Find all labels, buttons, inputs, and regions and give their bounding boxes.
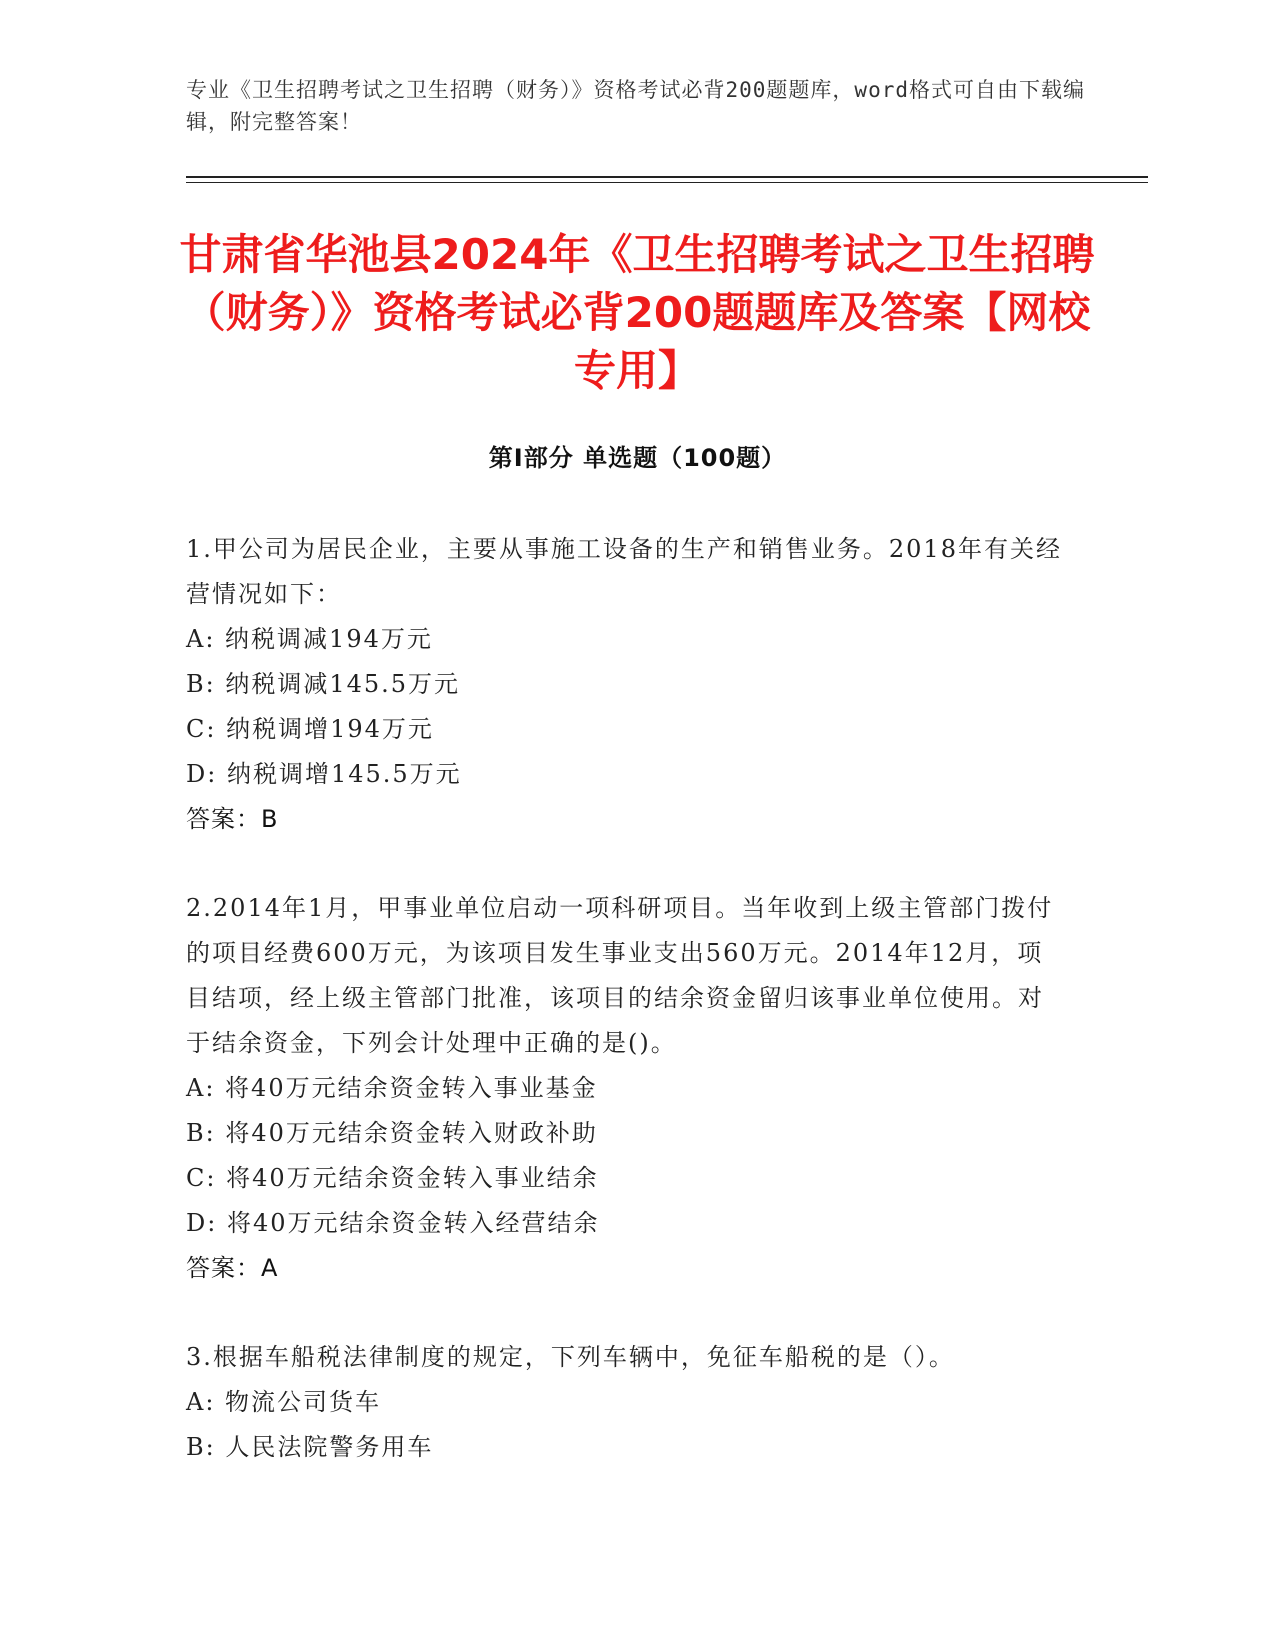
question-1 xyxy=(186,527,1066,842)
option-c: C: 将40万元结余资金转入事业结余 xyxy=(186,1164,599,1192)
question-text: 3.根据车船税法律制度的规定，下列车辆中，免征车船税的是（）。 xyxy=(186,1343,955,1371)
header-note: 专业《卫生招聘考试之卫生招聘（财务）》资格考试必背200题题库，word格式可自由下载编辑，附完整答案！ xyxy=(186,78,1085,134)
question-text: 2.2014年1月，甲事业单位启动一项科研项目。当年收到上级主管部门拨付的项目经费600万元，为该项目发生事业支出560万元。2014年12月，项目结项，经上级主管部门批准，该项目的结余资金留归该事业单位使用。对于结余资金，下列会计处理中正确的是()。 xyxy=(186,894,1054,1057)
answer-line: 答案：B xyxy=(186,805,279,833)
question-2 xyxy=(186,886,1066,1291)
option-a: A: 将40万元结余资金转入事业基金 xyxy=(186,1074,598,1102)
option-b: B: 纳税调减145.5万元 xyxy=(186,670,461,698)
option-c: C: 纳税调增194万元 xyxy=(186,715,434,743)
option-b: B: 将40万元结余资金转入财政补助 xyxy=(186,1119,598,1147)
option-d: D: 将40万元结余资金转入经营结余 xyxy=(186,1209,600,1237)
header-divider-thick xyxy=(186,176,1148,178)
option-a: A: 纳税调减194万元 xyxy=(186,625,433,653)
section-heading: 第Ⅰ部分 单选题（100题） xyxy=(488,444,787,472)
option-a: A: 物流公司货车 xyxy=(186,1388,382,1416)
option-d: D: 纳税调增145.5万元 xyxy=(186,760,462,788)
question-list xyxy=(186,527,1066,1514)
question-text: 1.甲公司为居民企业，主要从事施工设备的生产和销售业务。2018年有关经营情况如下： xyxy=(186,535,1062,608)
option-b: B: 人民法院警务用车 xyxy=(186,1433,434,1461)
answer-line: 答案：A xyxy=(186,1254,279,1282)
question-3 xyxy=(186,1335,1066,1470)
document-title: 甘肃省华池县2024年《卫生招聘考试之卫生招聘（财务）》资格考试必背200题题库及答案【网校专用】 xyxy=(179,230,1095,395)
header-divider-thin xyxy=(186,182,1148,183)
